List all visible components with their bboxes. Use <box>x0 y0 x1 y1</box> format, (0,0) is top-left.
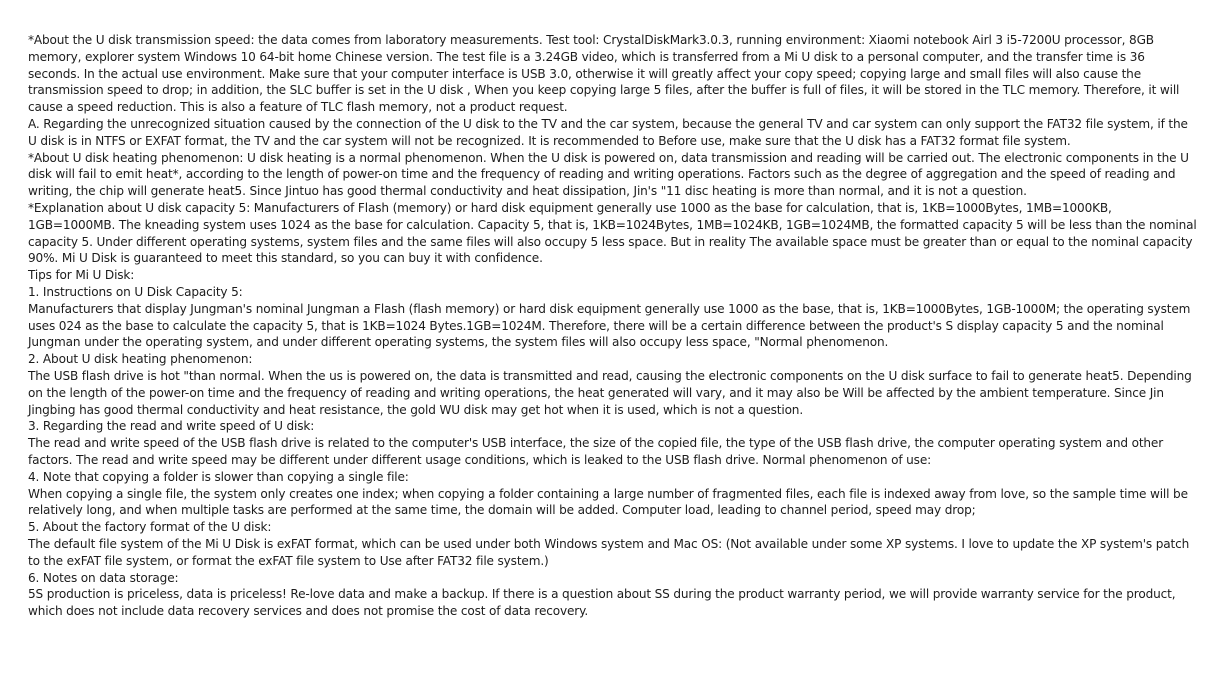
tip-4-heading: 4. Note that copying a folder is slower than copying a single file: <box>28 469 409 484</box>
tip-5-body: The default file system of the Mi U Disk is exFAT format, which can be used under both Windows system and Mac OS: (Not available under some XP systems. I love to update the XP system's patch to the exFAT file system, or format the exFAT file system to Use after FAT32 file system.) <box>28 536 1190 568</box>
tip-1-heading: 1. Instructions on U Disk Capacity 5: <box>28 284 243 299</box>
tip-6-body: 5S production is priceless, data is priceless! Re-love data and make a backup. If there is a question about SS during the product warranty period, we will provide warranty service for the product, which does not include data recovery services and does not promise the cost of data recovery. <box>28 587 1176 619</box>
tip-2-heading: 2. About U disk heating phenomenon: <box>28 352 253 367</box>
tip-3-body: The read and write speed of the USB flash drive is related to the computer's USB interface, the size of the copied file, the type of the USB flash drive, the computer operating system and other factors. The read and write speed may be different under different usage conditions, which is leaked to the USB flash drive. Normal phenomenon of use: <box>28 436 1164 467</box>
tv-car-compatibility-paragraph: A. Regarding the unrecognized situation caused by the connection of the U disk to the TV and the car system, because the general TV and car system can only support the FAT32 file system, if the U disk is in NTFS or EXFAT format, the TV and the car system will not be recognized. It is recommended to Before use, make sure that the U disk has a FAT32 format file system. <box>28 116 1188 148</box>
guarantee-paragraph: 90%. Mi U Disk is guaranteed to meet this standard, so you can buy it with confidence. <box>28 251 543 266</box>
capacity-note-paragraph: *Explanation about U disk capacity 5: Manufacturers of Flash (memory) or hard disk equipment generally use 1000 as the base for calculation, that is, 1KB=1000Bytes, 1MB=1000KB, 1GB=1000MB. The kneading system uses 1024 as the base for calculation. Capacity 5, that is, 1KB=1024Bytes, 1MB=1024KB, 1GB=1024MB, the formatted capacity 5 will be less than the nominal capacity 5. Under different operating systems, system files and the same files will also occupy 5 less space. But in reality The available space must be greater than or equal to the nominal capacity <box>28 200 1197 249</box>
tips-heading: Tips for Mi U Disk: <box>28 268 135 283</box>
tip-5-heading: 5. About the factory format of the U disk: <box>28 520 272 535</box>
tip-6-heading: 6. Notes on data storage: <box>28 570 179 585</box>
tip-2-body: The USB flash drive is hot "than normal. When the us is powered on, the data is transmitted and read, causing the electronic components on the U disk surface to fail to generate heat5. Depending on the length of the power-on time and the frequency of reading and writing operations, the heat generated will vary, and it may also be Will be affected by the ambient temperature. Since Jin Jingbing has good thermal conductivity and heat resistance, the gold WU disk may get hot when it is used, which is not a question. <box>28 368 1192 417</box>
tip-1-body: Manufacturers that display Jungman's nominal Jungman a Flash (flash memory) or hard disk equipment generally use 1000 as the base, that is, 1KB=1000Bytes, 1GB-1000M; the operating system uses 024 as the base to calculate the capacity 5, that is 1KB=1024 Bytes.1GB=1024M. Therefore, there will be a certain difference between the product's S display capacity 5 and the nominal Jungman under the operating system, and under different operating systems, the system files will also occupy less space, "Normal phenomenon. <box>28 301 1191 350</box>
tip-4-body: When copying a single file, the system only creates one index; when copying a folder containing a large number of fragmented files, each file is indexed away from love, so the sample time will be relatively long, and when multiple tasks are performed at the same time, the domain will be added. Computer load, leading to channel period, speed may drop; <box>28 486 1188 518</box>
product-notes-document <box>28 32 1200 620</box>
heating-note-paragraph: *About U disk heating phenomenon: U disk heating is a normal phenomenon. When the U disk is powered on, data transmission and reading will be carried out. The electronic components in the U disk will fail to emit heat*, according to the length of power-on time and the frequency of reading and writing operations. Factors such as the degree of aggregation and the speed of reading and writing, the chip will generate heat5. Since Jintuo has good thermal conductivity and heat dissipation, Jin's "11 disc heating is more than normal, and it is not a question. <box>28 150 1189 199</box>
tip-3-heading: 3. Regarding the read and write speed of U disk: <box>28 419 315 434</box>
speed-note-paragraph: *About the U disk transmission speed: the data comes from laboratory measurements. Test tool: CrystalDiskMark3.0.3, running environment: Xiaomi notebook Airl 3 i5-7200U processor, 8GB memory, explorer system Windows 10 64-bit home Chinese version. The test file is a 3.24GB video, which is transferred from a Mi U disk to a personal computer, and the transfer time is 36 seconds. In the actual use environment. Make sure that your computer interface is USB 3.0, otherwise it will greatly affect your copy speed; copying large and small files will also cause the transmission speed to drop; in addition, the SLC buffer is set in the U disk , When you keep copying large 5 files, after the buffer is full of files, it will be stored in the TLC memory. Therefore, it will cause a speed reduction. This is also a feature of TLC flash memory, not a product request. <box>28 33 1180 115</box>
